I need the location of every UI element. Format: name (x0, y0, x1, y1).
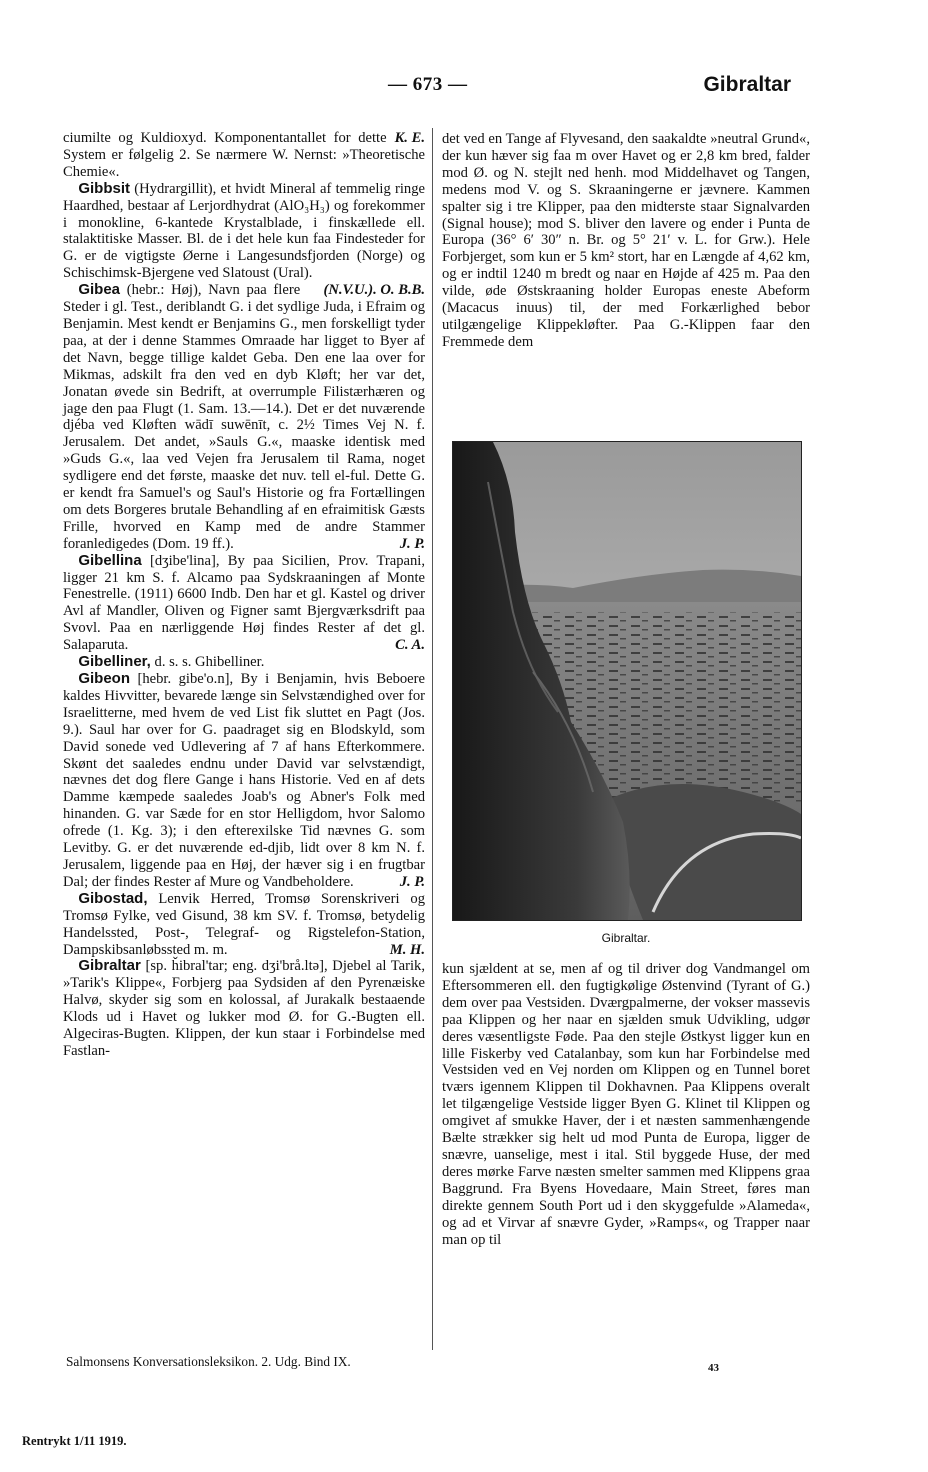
entry-signature: K. E. (394, 130, 425, 146)
entry-gibea (63, 282, 425, 553)
entry-gibellina (63, 553, 425, 654)
gibraltar-photo (452, 441, 802, 921)
running-head: Gibraltar (703, 73, 791, 96)
page-number: — 673 — (388, 74, 468, 95)
entry-headword: Gibea (78, 281, 121, 299)
entry-text: ciumilte og Kuldioxyd. Komponentantallet for dette System er følgelig 2. Se nærmere W. Nernst: »Theoretische Chemie«. (63, 130, 425, 180)
entry-gibeon (63, 671, 425, 891)
entry-headword: Gibraltar (78, 957, 141, 975)
entry-signature: M. H. (389, 941, 425, 958)
entry-text: [hebr. gibe'o.n], By i Benjamin, hvis Beboere kaldes Hivvitter, bevarede længe sin Selvstændighed over for Israelitterne, med hvem de ved List fik sluttet en Pagt (Jos. 9.). Saul har over for G. paadraget sig en Blodskyld, som David sonede ved Udlevering af 7 af hans Efterkommere. Skønt det saaledes endnu under David var selvstændigt, nævnes det dog flere Gange i hans Historie. Ved en af dets Damme kæmpede saaledes Joab's og Abner's Folk med hinanden. G. var Sæde for en stor Helligdom, hvor Salomo ofrede (1. Kg. 3); i den efterexilske Tid nævnes G. som Levitby. G. er det nuværende ed-djib, lidt over 8 km N. f. Jerusalem, liggende paa en Høj, der hæver sig i en frugtbar Dal; der findes Rester af Mure og Vandbeholdere. (63, 671, 425, 890)
entry-headword: Gibelliner, (78, 653, 151, 671)
column-divider (432, 128, 433, 1350)
entry-text: [dʒibe'lina], By paa Sicilien, Prov. Trapani, ligger 21 km S. f. Alcamo paa Sydskraaningen af Monte Fenestrelle. (1911) 6600 Indb. Den har et gl. Kastel og driver Avl af Mandler, Oliven og Figner samt Bjergværksdrift paa Svovl. Paa en nærliggende Høj findes Rester af det gl. Salaparuta. (63, 552, 425, 654)
left-column (63, 130, 425, 1060)
entry-gibraltar (63, 958, 425, 1059)
entry-signature: J. P. (399, 873, 425, 890)
entry-continuation (63, 130, 425, 181)
entry-text: (hebr.: Høj), Navn paa flere Steder i gl. Test., deriblandt G. i det sydlige Juda, i Efraim og Benjamin. Mest kendt er Benjamins G., men forskelligt tyder paa, at der i denne Stammes Omraade har ligget to Byer af det Navn, begge tillige kaldet Geba. Den ene laa over for Mikmas, adskilt fra den ved en dyb Kløft; her var det, Jonatan øvede sin Bedrift, at overrumple Filistærhæren og jage den paa Flugt (1. Sam. 13.—14.). Det er det nuværende djéba ved Kløften wādī suwēnīt, c. 2½ Times Vej N. f. Jerusalem. Det andet, »Sauls G.«, maaske identisk med »Guds G.«, laa ved Vejen fra Jerusalem til Rama, noget sydligere end det første, maaske det nuv. tell el-ful. Dette G. er kendt fra Samuel's og Saul's Historie og fra Fortællingen om dets Borgeres brutale Behandling af en efraimitisk Gæsts Frille, hvorved en Kamp med de andre Stammer foranledigedes (Dom. 19 ff.). (63, 282, 425, 552)
entry-signature: J. P. (399, 535, 425, 552)
entry-signature: (N.V.U.). O. B.B. (323, 282, 425, 299)
figure-caption: Gibraltar. (601, 931, 651, 945)
right-column-bottom (442, 961, 810, 1248)
entry-text: kun sjældent at se, men af og til driver dog Vandmangel om Eftersommeren ell. den fugtigkølige Østenvind (Tyrant of G.) dem over paa Vestsiden. Dværgpalmerne, der vokser massevis paa Klippen og her naar en sjælden smuk Udvikling, udgør deres væsentligste Føde. Paa den stejle Østkyst ligger kun en lille Fiskerby ved Catalanbay, som kun har Forbindelse med Vestsiden ved en Vej norden om Klippen og en Tunnel boret tværs igennem Klippen til Dokhavnen. Paa Klippens overalt let tilgængelige Vestside ligger Byen G. Klinet til Klippen og omgivet af smukke Haver, der i et næsten sammenhængende Bælte strækker sig helt ud mod Punta de Europa, ligger de snævre, uanselige, mest i ital. Stil byggede Huse, der med deres mørke Farve næsten smelter sammen med Klippens graa Baggrund. Fra Byens Hovedaare, Main Street, føres man direkte gennem South Port ud i den skyggefulde »Alameda«, og ad et Virvar af snævre Gyder, »Ramps«, og Trapper naar man op til (442, 961, 810, 1248)
entry-headword: Gibostad, (78, 889, 148, 907)
publication-footer: Salmonsens Konversationsleksikon. 2. Udg. Bind IX. (66, 1354, 351, 1369)
right-column-top (442, 131, 810, 351)
entry-gibelliner (63, 654, 425, 671)
entry-gibostad (63, 891, 425, 959)
rock-illustration (453, 442, 801, 920)
entry-text: det ved en Tange af Flyvesand, den saakaldte »neutral Grund«, der kun hæver sig faa m over Havet og er 2,8 km bred, falder mod Ø. og N. stejlt ned henh. mod Middelhavet og Tangen, medens mod V. og S. Skraaningerne er jævnere. Kammen spalter sig i tre Klipper, paa den midterste staar Signalvarden (Signal house); mod S. bliver den lavere og ender i Punta de Europa (36° 6′ 30″ n. Br. og 5° 21′ v. L. for Grw.). Hele Forbjerget, som kun er 5 km² stort, har en Længde af 4,62 km, og er indtil 1240 m bredt og naar en Højde af 425 m. Paa den vilde, øde Østskraaning holder Europas eneste Abeform (Macacus inuus) til, der med Forkærlighed bebor utilgængelige Klippekløfter. Paa G.-Klippen faar den Fremmede dem (442, 131, 810, 350)
entry-headword: Gibellina (78, 551, 142, 569)
entry-text: Lenvik Herred, Tromsø Sorenskriveri og Tromsø Fylke, ved Gisund, 38 km SV. f. Tromsø, betydelig Handelssted, Post-, Telegraf- og Rigstelefon-Station, Dampskibsanløbssted m. m. (63, 890, 426, 958)
entry-headword: Gibeon (78, 670, 130, 687)
entry-text: d. s. s. Ghibelliner. (154, 654, 265, 671)
entry-text: (Hydrargillit), et hvidt Mineral af temmelig ringe Haardhed, bestaar af Lerjordhydrat (AlO₃H₃) og forekommer i monokline, 6-kantede Krystalblade, i finskællede ell. stalaktitiske Masser. Bl. de i det hele kun faa Findesteder for G. er de vigtigste Øerne i Langesundsfjorden (Norge) og Schischimsk-Bjergene ved Slatoust (Ural). (63, 180, 425, 282)
sheet-number: 43 (708, 1362, 719, 1374)
entry-signature: C. A. (395, 637, 425, 654)
entry-text: [sp. ȟibral'tar; eng. dʒi'brå.ltə], Djebel al Tarik, »Tarik's Klippe«, Forbjerg paa Sydsiden af den Pyrenæiske Halvø, skyder sig som en kolossal, af Jurakalk bestaaende Klods ud i Havet og lukker mod Ø. for G.-Bugten ell. Algeciras-Bugten. Klippen, der kun staar i Forbindelse med Fastlan- (63, 958, 425, 1059)
entry-headword: Gibbsit (78, 179, 130, 197)
reprint-note: Rentrykt 1/11 1919. (22, 1434, 127, 1448)
